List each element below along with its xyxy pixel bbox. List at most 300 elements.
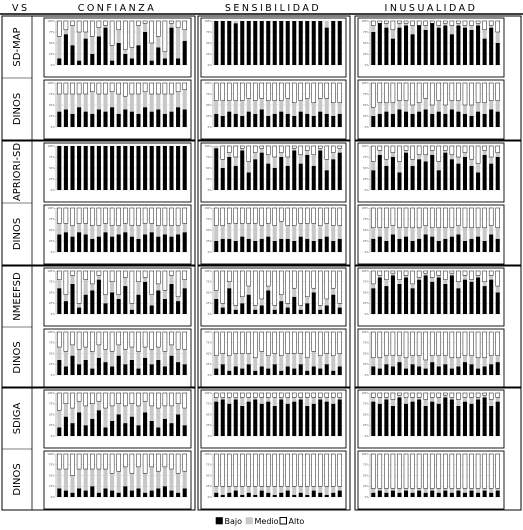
bar-medio <box>84 469 88 491</box>
bar-alto <box>371 83 375 107</box>
bar-alto <box>183 393 187 408</box>
bar-medio <box>450 25 454 34</box>
bar-medio <box>404 101 408 112</box>
bar-bajo <box>227 112 231 127</box>
bar-alto <box>384 393 388 397</box>
bar-medio <box>292 486 296 495</box>
bar-medio <box>384 280 388 286</box>
bar-medio <box>397 161 401 172</box>
bar-alto <box>169 271 173 275</box>
bar-alto <box>253 271 257 305</box>
bar-bajo <box>77 412 81 436</box>
bar-medio <box>57 280 61 289</box>
bar-bajo <box>292 297 296 314</box>
bar-bajo <box>384 241 388 252</box>
bar-medio <box>227 223 231 238</box>
bar-medio <box>469 280 473 282</box>
bar-medio <box>279 153 283 157</box>
bar-alto <box>103 271 107 295</box>
y-tick-label: 0% <box>50 495 55 499</box>
bar-bajo <box>489 406 493 436</box>
bar-medio <box>97 345 101 358</box>
legend-label-medio: Medio <box>254 517 279 526</box>
y-tick-label: 25% <box>363 239 369 243</box>
bar-bajo <box>378 23 382 65</box>
bar-medio <box>97 226 101 237</box>
bar-bajo <box>266 164 270 190</box>
bar-alto <box>463 454 467 488</box>
bar-alto <box>227 271 231 282</box>
bar-bajo <box>130 237 134 252</box>
bar-alto <box>469 271 473 280</box>
bar-bajo <box>266 237 270 252</box>
bar-alto <box>469 208 473 228</box>
bar-bajo <box>143 107 147 127</box>
bar-medio <box>325 98 329 113</box>
bar-bajo <box>150 61 154 65</box>
bar-bajo <box>103 146 107 190</box>
bar-bajo <box>371 116 375 127</box>
bar-alto <box>404 393 408 397</box>
bar-bajo <box>404 404 408 436</box>
bar-alto <box>84 208 88 223</box>
bar-bajo <box>227 493 231 497</box>
bar-medio <box>483 358 487 367</box>
y-tick-label: 0% <box>50 312 55 316</box>
bar-medio <box>77 402 81 413</box>
bar-medio <box>163 406 167 419</box>
bar-alto <box>489 208 493 226</box>
bar-bajo <box>163 146 167 190</box>
bar-medio <box>103 223 107 232</box>
bar-alto <box>84 271 88 280</box>
bar-alto <box>469 21 473 25</box>
bar-alto <box>169 208 173 226</box>
bar-bajo <box>463 241 467 252</box>
bar-alto <box>183 454 187 471</box>
bar-bajo <box>483 114 487 127</box>
bar-bajo <box>371 288 375 314</box>
y-tick-label: 75% <box>49 217 55 221</box>
bar-bajo <box>404 112 408 127</box>
chart-panel <box>44 329 191 387</box>
bar-medio <box>476 23 480 25</box>
bar-bajo <box>221 168 225 190</box>
bar-alto <box>279 454 283 486</box>
bar-alto <box>489 146 493 157</box>
bar-bajo <box>247 239 251 252</box>
y-tick-label: 100% <box>204 269 212 273</box>
bar-bajo <box>463 28 467 65</box>
bar-alto <box>260 271 264 299</box>
bar-medio <box>77 349 81 364</box>
bar-alto <box>476 271 480 275</box>
bar-medio <box>247 397 251 401</box>
bar-medio <box>117 94 121 114</box>
bar-alto <box>331 146 335 153</box>
bar-medio <box>163 94 167 114</box>
bar-alto <box>253 83 257 101</box>
bar-bajo <box>77 364 81 375</box>
bar-bajo <box>110 61 114 65</box>
bar-medio <box>70 408 74 423</box>
bar-bajo <box>430 114 434 127</box>
bar-bajo <box>90 54 94 65</box>
y-tick-label: 100% <box>47 452 55 456</box>
bar-bajo <box>286 239 290 252</box>
bar-medio <box>176 92 180 107</box>
bar-bajo <box>411 288 415 314</box>
bar-bajo <box>424 493 428 497</box>
chart-panel <box>201 268 346 326</box>
bar-bajo <box>214 148 218 190</box>
bar-medio <box>77 223 81 232</box>
bar-alto <box>234 271 238 305</box>
bar-alto <box>240 83 244 101</box>
bar-medio <box>489 399 493 405</box>
bar-alto <box>221 271 225 303</box>
chart-panel <box>44 80 191 139</box>
bar-alto <box>169 83 173 94</box>
bar-bajo <box>411 114 415 127</box>
bar-medio <box>273 101 277 114</box>
y-tick-label: 75% <box>363 217 369 221</box>
y-tick-label: 25% <box>206 302 212 306</box>
bar-medio <box>156 36 160 47</box>
bar-medio <box>221 303 225 307</box>
bar-medio <box>97 275 101 279</box>
bar-bajo <box>227 239 231 252</box>
bar-bajo <box>273 364 277 375</box>
bar-alto <box>150 208 154 223</box>
bar-medio <box>123 406 127 423</box>
bar-medio <box>325 397 329 401</box>
bar-alto <box>227 393 231 397</box>
bar-bajo <box>266 116 270 127</box>
bar-alto <box>483 271 487 282</box>
y-tick-label: 50% <box>49 166 55 170</box>
bar-medio <box>110 351 114 366</box>
bar-medio <box>214 226 218 241</box>
bar-medio <box>260 299 264 305</box>
bar-medio <box>424 273 428 275</box>
bar-alto <box>143 83 147 92</box>
bar-bajo <box>260 21 264 65</box>
bar-medio <box>437 356 441 367</box>
bar-medio <box>456 23 460 25</box>
bar-alto <box>183 21 187 30</box>
bar-bajo <box>404 153 408 190</box>
bar-alto <box>176 393 180 404</box>
bar-bajo <box>64 232 68 252</box>
bar-bajo <box>169 146 173 190</box>
bar-alto <box>496 454 500 488</box>
bar-medio <box>305 297 309 303</box>
bar-alto <box>266 146 270 155</box>
y-tick-label: 50% <box>49 474 55 478</box>
bar-medio <box>371 397 375 401</box>
bar-bajo <box>266 493 270 497</box>
bar-medio <box>371 161 375 170</box>
bar-medio <box>463 105 467 114</box>
bar-medio <box>450 488 454 492</box>
bar-bajo <box>150 364 154 375</box>
bar-medio <box>384 103 388 112</box>
y-tick-label: 25% <box>363 177 369 181</box>
bar-bajo <box>183 364 187 375</box>
bar-alto <box>253 393 257 397</box>
y-tick-label: 75% <box>363 280 369 284</box>
bar-medio <box>411 356 415 365</box>
chart-panel <box>201 205 346 264</box>
bar-medio <box>397 280 401 284</box>
bar-alto <box>312 271 316 288</box>
bar-alto <box>110 208 114 226</box>
bar-alto <box>234 146 238 157</box>
bar-medio <box>103 295 107 304</box>
bar-medio <box>456 399 460 405</box>
bar-medio <box>325 223 329 236</box>
bar-alto <box>130 454 134 473</box>
bar-medio <box>443 280 447 284</box>
bar-alto <box>90 332 94 351</box>
bar-medio <box>305 486 309 495</box>
bar-alto <box>437 208 441 228</box>
bar-bajo <box>312 166 316 190</box>
legend-swatch-medio <box>246 518 253 525</box>
bar-alto <box>437 146 441 161</box>
bar-medio <box>253 223 257 241</box>
bar-alto <box>117 454 121 471</box>
bar-bajo <box>312 491 316 497</box>
y-tick-label: 25% <box>49 114 55 118</box>
bar-medio <box>489 25 493 27</box>
bar-bajo <box>331 371 335 375</box>
bar-medio <box>384 397 388 399</box>
bar-bajo <box>299 112 303 127</box>
bar-alto <box>476 332 480 358</box>
bar-medio <box>424 155 428 162</box>
bar-alto <box>496 393 500 397</box>
bar-bajo <box>450 275 454 314</box>
bar-medio <box>64 351 68 366</box>
bar-alto <box>221 208 225 226</box>
bar-alto <box>221 332 225 354</box>
y-tick-label: 75% <box>206 92 212 96</box>
bar-alto <box>279 208 283 221</box>
bar-bajo <box>247 402 251 436</box>
chart-panel <box>44 268 191 326</box>
bar-bajo <box>292 369 296 375</box>
y-tick-label: 75% <box>49 402 55 406</box>
y-tick-label: 50% <box>49 103 55 107</box>
y-tick-label: 0% <box>50 125 55 129</box>
bar-medio <box>221 226 225 239</box>
bar-bajo <box>397 362 401 375</box>
bar-bajo <box>97 358 101 375</box>
bar-bajo <box>169 284 173 314</box>
bar-medio <box>260 486 264 490</box>
bar-medio <box>234 21 238 23</box>
bar-medio <box>234 157 238 166</box>
bar-bajo <box>183 425 187 436</box>
bar-medio <box>325 354 329 365</box>
bar-alto <box>214 454 218 486</box>
bar-alto <box>286 146 290 157</box>
bar-medio <box>437 228 441 241</box>
bar-bajo <box>77 488 81 497</box>
bar-alto <box>430 208 434 228</box>
bar-medio <box>64 295 68 301</box>
bar-alto <box>260 83 264 98</box>
bar-bajo <box>123 146 127 190</box>
bar-bajo <box>371 239 375 252</box>
bar-bajo <box>384 364 388 375</box>
bar-bajo <box>70 423 74 436</box>
bar-bajo <box>240 495 244 497</box>
bar-medio <box>84 94 88 112</box>
bar-bajo <box>57 58 61 65</box>
bar-alto <box>90 83 94 92</box>
bar-medio <box>136 351 140 368</box>
bar-alto <box>476 83 480 103</box>
y-tick-label: 50% <box>206 474 212 478</box>
bar-medio <box>84 280 88 295</box>
bar-bajo <box>404 25 408 65</box>
bar-medio <box>397 356 401 362</box>
y-tick-label: 0% <box>207 373 212 377</box>
bar-alto <box>430 146 434 150</box>
bar-bajo <box>169 423 173 436</box>
bar-medio <box>318 148 322 150</box>
bar-bajo <box>150 421 154 436</box>
bar-bajo <box>260 239 264 252</box>
bar-alto <box>331 332 335 356</box>
bar-medio <box>90 284 94 290</box>
bar-medio <box>476 103 480 112</box>
bar-bajo <box>456 366 460 375</box>
bar-alto <box>103 21 107 25</box>
bar-bajo <box>150 491 154 497</box>
bar-alto <box>240 393 244 397</box>
y-tick-label: 50% <box>206 41 212 45</box>
bar-bajo <box>176 362 180 375</box>
bar-medio <box>176 349 180 362</box>
bar-medio <box>430 228 434 237</box>
bar-bajo <box>97 493 101 497</box>
bar-alto <box>404 83 408 101</box>
bar-bajo <box>404 369 408 375</box>
bar-bajo <box>483 286 487 314</box>
bar-alto <box>489 454 493 488</box>
bar-medio <box>483 150 487 154</box>
bar-medio <box>318 486 322 492</box>
bar-alto <box>64 21 68 30</box>
bar-alto <box>136 332 140 351</box>
bar-alto <box>57 21 61 36</box>
bar-medio <box>411 105 415 114</box>
bar-bajo <box>64 417 68 436</box>
y-tick-label: 0% <box>207 125 212 129</box>
bar-medio <box>338 303 342 307</box>
bar-medio <box>299 155 303 164</box>
bar-medio <box>338 103 342 114</box>
bar-alto <box>234 332 238 354</box>
bar-bajo <box>70 237 74 252</box>
bar-bajo <box>325 364 329 375</box>
chart-panel <box>358 205 504 264</box>
bar-alto <box>496 146 500 153</box>
bar-alto <box>456 83 460 101</box>
bar-alto <box>273 208 277 226</box>
bar-medio <box>266 356 270 369</box>
bar-bajo <box>273 241 277 252</box>
bar-bajo <box>450 399 454 436</box>
bar-alto <box>279 332 283 356</box>
bar-alto <box>103 454 107 469</box>
bar-alto <box>130 83 134 94</box>
bar-medio <box>411 397 415 401</box>
bar-medio <box>130 473 134 490</box>
bar-medio <box>260 226 264 239</box>
bar-medio <box>163 290 167 299</box>
bar-bajo <box>273 21 277 65</box>
bar-medio <box>240 486 244 495</box>
bar-medio <box>169 226 173 237</box>
bar-alto <box>430 454 434 488</box>
y-tick-label: 25% <box>206 239 212 243</box>
bar-alto <box>292 208 296 226</box>
bar-bajo <box>483 366 487 375</box>
bar-bajo <box>253 241 257 252</box>
bar-alto <box>312 146 316 155</box>
bar-bajo <box>299 364 303 375</box>
bar-bajo <box>57 112 61 127</box>
bar-medio <box>437 397 441 403</box>
bar-alto <box>463 332 467 356</box>
bar-medio <box>240 148 244 150</box>
chart-panel <box>358 390 504 448</box>
bar-bajo <box>450 34 454 65</box>
bar-alto <box>391 146 395 153</box>
bar-bajo <box>437 277 441 314</box>
bar-bajo <box>266 402 270 436</box>
bar-medio <box>411 228 415 241</box>
bar-bajo <box>64 491 68 497</box>
bar-medio <box>371 228 375 239</box>
bar-bajo <box>70 284 74 314</box>
bar-bajo <box>123 54 127 65</box>
y-tick-label: 100% <box>361 452 369 456</box>
bar-medio <box>143 92 147 107</box>
y-tick-label: 50% <box>49 352 55 356</box>
bar-medio <box>417 277 421 279</box>
bar-alto <box>318 454 322 486</box>
bar-bajo <box>463 280 467 314</box>
bar-medio <box>136 467 140 489</box>
bar-bajo <box>279 157 283 190</box>
bar-bajo <box>489 280 493 314</box>
bar-alto <box>97 208 101 226</box>
bar-bajo <box>214 241 218 252</box>
bar-bajo <box>227 21 231 65</box>
bar-medio <box>450 155 454 159</box>
bar-alto <box>266 332 270 356</box>
bar-bajo <box>143 282 147 314</box>
bar-alto <box>312 83 316 103</box>
bar-alto <box>450 393 454 397</box>
bar-medio <box>90 92 94 114</box>
